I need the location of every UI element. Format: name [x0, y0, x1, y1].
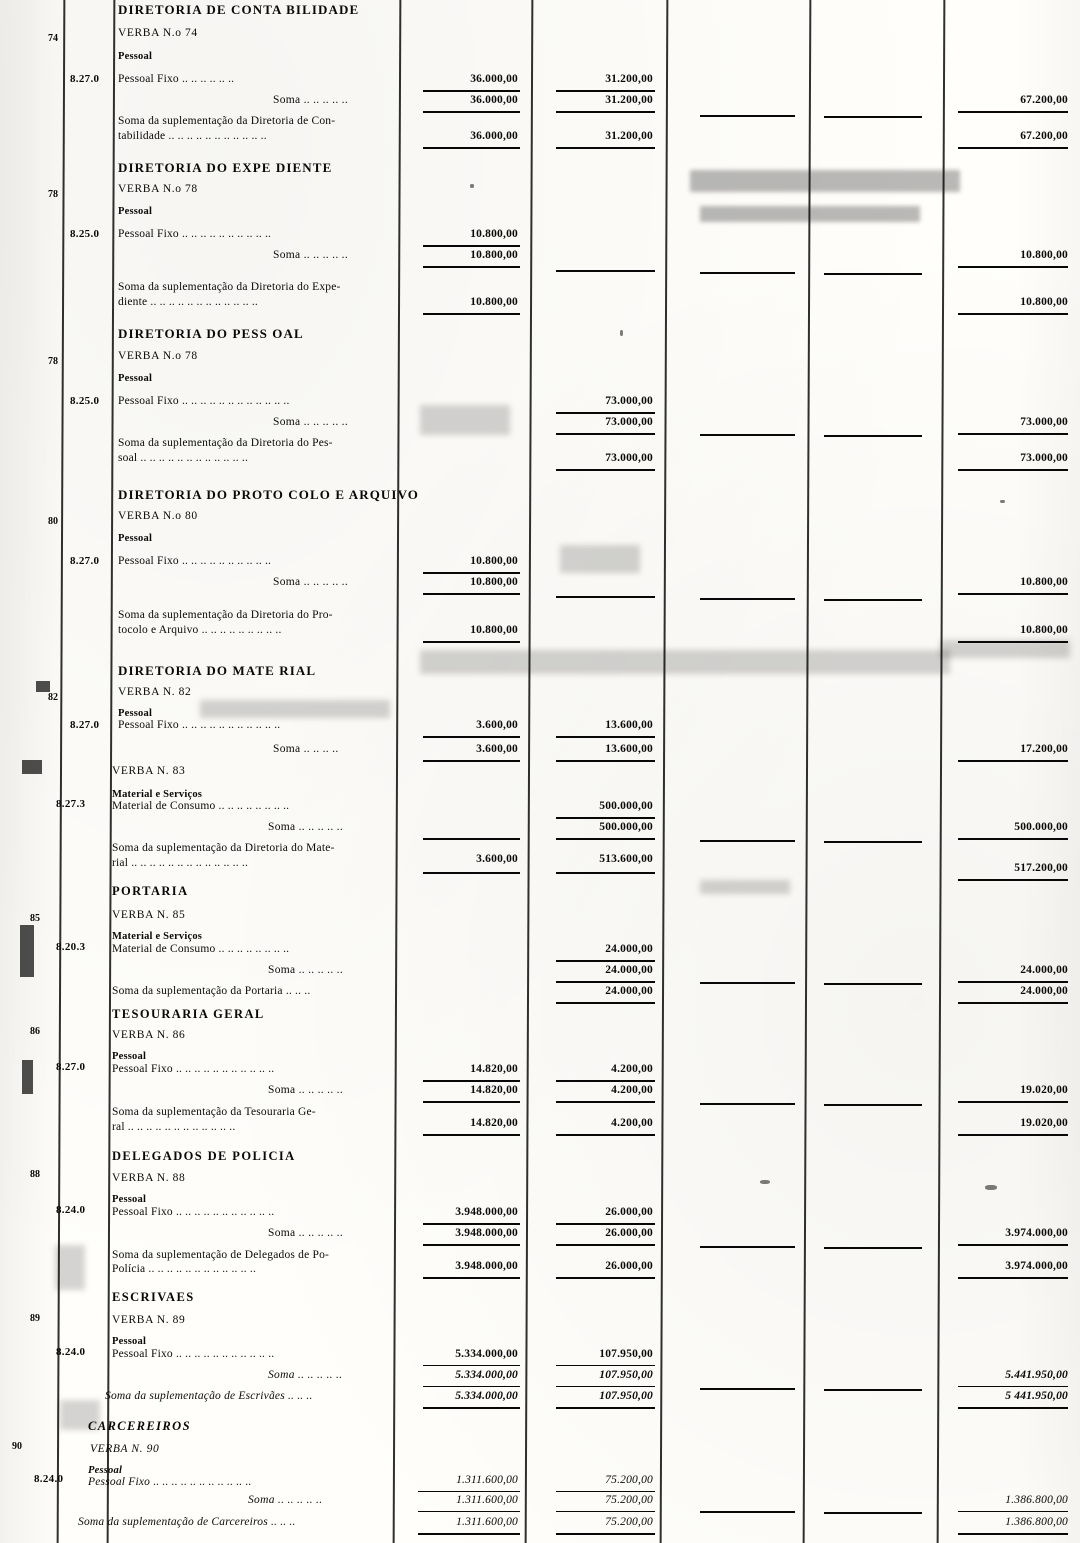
- rule-under-value: [556, 736, 655, 738]
- line-value-1: 3.948.000,00: [455, 1260, 518, 1272]
- scan-speck: [1000, 500, 1005, 503]
- line-value-2: 31.200,00: [605, 73, 653, 85]
- line-value-2: 75.200,00: [605, 1474, 653, 1486]
- line-label: Soma .. .. .. .. ..: [268, 821, 344, 833]
- line-value-2: 107.950,00: [599, 1369, 653, 1381]
- line-code: 8.27.0: [56, 1061, 86, 1073]
- rule-under-value: [700, 1103, 795, 1105]
- rule-under-value: [700, 115, 795, 117]
- rule-under-value: [700, 1246, 795, 1248]
- rule-under-value: [556, 469, 655, 471]
- line-value-2: 4.200,00: [611, 1063, 653, 1075]
- line-label: Pessoal Fixo .. .. .. .. .. .. .. .. .. .. ..: [118, 719, 281, 731]
- rule-under-value: [824, 841, 922, 843]
- rule-under-value: [824, 1104, 922, 1106]
- rule-under-value: [423, 90, 520, 92]
- rule-under-value: [423, 1244, 520, 1246]
- rule-under-value: [958, 433, 1068, 435]
- column-rule-value3: [803, 0, 812, 1543]
- line-total: 1.386.800,00: [1005, 1494, 1068, 1506]
- rule-under-value: [423, 1223, 520, 1225]
- scan-smudge: [55, 1245, 85, 1290]
- line-value-2: 75.200,00: [605, 1494, 653, 1506]
- rule-under-value: [958, 1386, 1068, 1387]
- column-rule-left-margin: [57, 0, 66, 1543]
- line-label: Pessoal Fixo .. .. .. .. .. .. .. .. .. .. ..: [112, 1348, 275, 1360]
- group-label: Pessoal: [112, 1194, 147, 1205]
- line-label-cont: soal .. .. .. .. .. .. .. .. .. .. .. ..: [118, 452, 249, 464]
- line-value-2: 26.000,00: [605, 1227, 653, 1239]
- rule-under-value: [958, 1101, 1068, 1103]
- line-label: Soma da suplementação de Carcereiros .. .. ..: [78, 1516, 296, 1528]
- line-label: Pessoal Fixo .. .. .. .. .. .. .. .. .. .. ..: [88, 1476, 252, 1488]
- line-value-2: 4.200,00: [611, 1117, 653, 1129]
- scan-smudge: [700, 880, 790, 894]
- line-value-1: 3.948.000,00: [455, 1227, 518, 1239]
- rule-under-value: [958, 147, 1068, 149]
- line-value-1: 14.820,00: [470, 1084, 518, 1096]
- rule-under-value: [556, 1511, 655, 1512]
- scan-smudge: [420, 405, 510, 435]
- line-total: 10.800,00: [1020, 296, 1068, 308]
- line-value-1: 3.600,00: [476, 719, 518, 731]
- line-label: Soma .. .. .. .. ..: [273, 94, 349, 106]
- section-title: DIRETORIA DO PESS OAL: [118, 326, 304, 341]
- group-label: Pessoal: [118, 206, 153, 217]
- line-code: 8.24.0: [56, 1346, 86, 1358]
- rule-under-value: [423, 1407, 520, 1409]
- line-value-1: 36.000,00: [470, 73, 518, 85]
- rule-under-value: [423, 266, 520, 268]
- rule-under-value: [423, 1134, 520, 1136]
- line-label: Soma .. .. .. .. ..: [273, 576, 349, 588]
- verba-label: VERBA N. 90: [90, 1443, 160, 1455]
- rule-under-value: [423, 111, 520, 113]
- line-code: 8.27.3: [56, 798, 86, 810]
- verba-label: VERBA N. 88: [112, 1172, 186, 1184]
- rule-under-value: [700, 1388, 795, 1390]
- section-title: CARCEREIROS: [88, 1419, 191, 1433]
- group-label: Pessoal: [118, 708, 153, 719]
- scan-speck: [985, 1185, 997, 1190]
- line-label: Pessoal Fixo .. .. .. .. .. .. .. .. .. ..: [118, 228, 272, 240]
- line-value-2: 24.000,00: [605, 964, 653, 976]
- group-label: Pessoal: [112, 1051, 147, 1062]
- line-total: 24.000,00: [1020, 985, 1068, 997]
- rule-under-value: [556, 1277, 655, 1279]
- rule-under-value: [556, 90, 655, 92]
- rule-under-value: [418, 1491, 520, 1492]
- verba-label: VERBA N.o 78: [118, 183, 198, 195]
- verba-label: VERBA N.o 74: [118, 27, 198, 39]
- rule-under-value: [418, 1511, 520, 1512]
- rule-under-value: [958, 469, 1068, 471]
- line-label: Soma da suplementação da Diretoria do Expe-: [118, 281, 341, 293]
- rule-under-value: [824, 1512, 922, 1514]
- line-value-2: 500.000,00: [599, 821, 653, 833]
- rule-under-value: [556, 838, 655, 840]
- rule-under-value: [423, 838, 520, 840]
- rule-under-value: [958, 593, 1068, 595]
- rule-under-value: [958, 1134, 1068, 1136]
- rule-under-value: [556, 596, 655, 598]
- line-label: Soma da suplementação da Diretoria do Mate-: [112, 842, 335, 854]
- rule-under-value: [556, 960, 655, 962]
- ink-blob: [22, 1060, 33, 1094]
- rule-under-value: [556, 1080, 655, 1082]
- rule-under-value: [824, 1247, 922, 1249]
- rule-under-value: [556, 1244, 655, 1246]
- line-value-1: 10.800,00: [470, 624, 518, 636]
- line-value-1: 36.000,00: [470, 130, 518, 142]
- rule-under-value: [958, 1002, 1068, 1004]
- line-label: Soma .. .. .. .. ..: [268, 964, 344, 976]
- line-total: 1.386.800,00: [1005, 1516, 1068, 1528]
- line-value-2: 107.950,00: [599, 1348, 653, 1360]
- margin-note: 78: [48, 356, 58, 367]
- line-code: 8.27.0: [70, 73, 100, 85]
- line-label: Soma .. .. .. .. ..: [268, 1084, 344, 1096]
- line-value-1: 10.800,00: [470, 576, 518, 588]
- line-value-2: 75.200,00: [605, 1516, 653, 1528]
- line-value-2: 26.000,00: [605, 1206, 653, 1218]
- group-label: Pessoal: [88, 1465, 123, 1476]
- verba-label: VERBA N. 82: [118, 686, 192, 698]
- rule-under-value: [958, 111, 1068, 113]
- line-value-2: 4.200,00: [611, 1084, 653, 1096]
- line-total: 73.000,00: [1020, 452, 1068, 464]
- scan-smudge: [560, 545, 640, 573]
- line-total: 10.800,00: [1020, 249, 1068, 261]
- scan-speck: [760, 1180, 770, 1184]
- line-value-2: 31.200,00: [605, 94, 653, 106]
- line-label: Soma da suplementação da Portaria .. .. ..: [112, 985, 311, 997]
- rule-under-value: [418, 1533, 520, 1535]
- scan-smudge: [420, 650, 950, 674]
- rule-under-value: [556, 1533, 655, 1535]
- line-code: 8.25.0: [70, 228, 100, 240]
- line-value-1: 14.820,00: [470, 1117, 518, 1129]
- verba-label-2: VERBA N. 83: [112, 765, 186, 777]
- scan-smudge: [940, 640, 1070, 658]
- line-label: Soma .. .. .. .. ..: [248, 1494, 323, 1506]
- line-total: 10.800,00: [1020, 576, 1068, 588]
- line-value-1: 5.334.000,00: [455, 1348, 518, 1360]
- line-label-cont: Polícia .. .. .. .. .. .. .. .. .. .. .. ..: [112, 1263, 257, 1275]
- margin-note: 80: [48, 516, 58, 527]
- margin-note: 89: [30, 1313, 40, 1324]
- line-value-1: 1.311.600,00: [456, 1474, 518, 1486]
- line-label: Soma da suplementação da Diretoria do Pro-: [118, 609, 333, 621]
- line-value-2: 13.600,00: [605, 743, 653, 755]
- rule-under-value: [423, 1365, 520, 1366]
- line-label: Soma da suplementação de Delegados de Po-: [112, 1249, 330, 1261]
- rule-under-value: [556, 111, 655, 113]
- rule-under-value: [958, 879, 1068, 881]
- rule-under-value: [958, 1533, 1068, 1535]
- rule-under-value: [423, 1080, 520, 1082]
- column-rule-value1: [525, 0, 534, 1543]
- rule-under-value: [423, 1277, 520, 1279]
- ink-blob: [22, 760, 42, 774]
- scan-smudge: [60, 1400, 100, 1430]
- ink-blob: [20, 925, 34, 977]
- rule-under-value: [556, 1223, 655, 1225]
- rule-under-value: [423, 641, 520, 643]
- group-label: Pessoal: [118, 373, 153, 384]
- line-code: 8.24.0: [34, 1473, 64, 1485]
- rule-under-value: [958, 1244, 1068, 1246]
- margin-note: 78: [48, 189, 58, 200]
- line-label: Pessoal Fixo .. .. .. .. .. .. .. .. .. ..: [118, 555, 272, 567]
- line-label: Pessoal Fixo .. .. .. .. .. .. .. .. .. .. .. ..: [118, 395, 290, 407]
- line-total: 19.020,00: [1020, 1117, 1068, 1129]
- rule-under-value: [958, 266, 1068, 268]
- rule-under-value: [423, 313, 520, 315]
- rule-under-value: [958, 760, 1068, 762]
- rule-under-value: [700, 840, 795, 842]
- rule-under-value: [423, 872, 520, 874]
- line-code: 8.25.0: [70, 395, 100, 407]
- line-code: 8.20.3: [56, 941, 86, 953]
- line-label: Soma da suplementação da Diretoria do Pes-: [118, 437, 333, 449]
- line-label-cont: ral .. .. .. .. .. .. .. .. .. .. .. ..: [112, 1121, 236, 1133]
- rule-under-value: [824, 273, 922, 275]
- section-title: DELEGADOS DE POLICIA: [112, 1149, 296, 1163]
- scan-smudge: [700, 206, 920, 222]
- rule-under-value: [556, 1365, 655, 1366]
- scan-smudge: [690, 170, 960, 192]
- margin-note: 88: [30, 1169, 40, 1180]
- line-value-2: 26.000,00: [605, 1260, 653, 1272]
- line-total: 67.200,00: [1020, 130, 1068, 142]
- rule-under-value: [958, 981, 1068, 983]
- line-total: 517.200,00: [1014, 862, 1068, 874]
- rule-under-value: [556, 1491, 655, 1492]
- line-value-2: 73.000,00: [605, 416, 653, 428]
- line-label-cont: diente .. .. .. .. .. .. .. .. .. .. .. ..: [118, 296, 258, 308]
- rule-under-value: [556, 147, 655, 149]
- rule-under-value: [556, 1134, 655, 1136]
- line-value-2: 513.600,00: [599, 853, 653, 865]
- line-total: 500.000,00: [1014, 821, 1068, 833]
- rule-under-value: [556, 1101, 655, 1103]
- line-total: 17.200,00: [1020, 743, 1068, 755]
- rule-under-value: [700, 434, 795, 436]
- line-label: Soma da suplementação da Tesouraria Ge-: [112, 1106, 316, 1118]
- verba-label: VERBA N. 89: [112, 1314, 186, 1326]
- line-value-1: 10.800,00: [470, 228, 518, 240]
- verba-label: VERBA N.o 78: [118, 350, 198, 362]
- line-label-cont: tabilidade .. .. .. .. .. .. .. .. .. .. ..: [118, 130, 267, 142]
- line-label: Soma da suplementação de Escrivães .. .. ..: [105, 1390, 313, 1402]
- verba-label: VERBA N.o 80: [118, 510, 198, 522]
- group-label: Material e Serviços: [112, 931, 203, 942]
- rule-under-value: [958, 1277, 1068, 1279]
- section-title: DIRETORIA DE CONTA BILIDADE: [118, 2, 360, 17]
- rule-under-value: [556, 1002, 655, 1004]
- rule-under-value: [958, 838, 1068, 840]
- line-label: Soma da suplementação da Diretoria de Con-: [118, 115, 336, 127]
- rule-under-value: [423, 1386, 520, 1387]
- group-label: Pessoal: [118, 51, 153, 62]
- line-total: 5.441.950,00: [1005, 1369, 1068, 1381]
- section-title: DIRETORIA DO MATE RIAL: [118, 663, 317, 678]
- line-total: 67.200,00: [1020, 94, 1068, 106]
- line-label: Material de Consumo .. .. .. .. .. .. .. ..: [112, 943, 290, 955]
- rule-under-value: [423, 760, 520, 762]
- line-total: 3.974.000,00: [1005, 1227, 1068, 1239]
- section-title: DIRETORIA DO EXPE DIENTE: [118, 160, 333, 175]
- margin-note: 86: [30, 1026, 40, 1037]
- rule-under-value: [700, 272, 795, 274]
- line-label: Pessoal Fixo .. .. .. .. .. ..: [118, 73, 235, 85]
- line-label: Material de Consumo .. .. .. .. .. .. .. ..: [112, 800, 290, 812]
- rule-under-value: [423, 593, 520, 595]
- ink-blob: [36, 681, 50, 692]
- line-value-1: 10.800,00: [470, 249, 518, 261]
- rule-under-value: [556, 981, 655, 983]
- line-value-1: 3.600,00: [476, 853, 518, 865]
- rule-under-value: [556, 872, 655, 874]
- section-title: DIRETORIA DO PROTO COLO E ARQUIVO: [118, 487, 420, 502]
- margin-note: 90: [12, 1441, 22, 1452]
- rule-under-value: [824, 599, 922, 601]
- line-value-1: 5.334.000,00: [455, 1390, 518, 1402]
- line-label: Soma .. .. .. .. ..: [273, 416, 349, 428]
- line-code: 8.27.0: [70, 555, 100, 567]
- column-rule-value2: [660, 0, 669, 1543]
- line-total: 3.974.000,00: [1005, 1260, 1068, 1272]
- rule-under-value: [556, 270, 655, 272]
- line-value-2: 107.950,00: [599, 1390, 653, 1402]
- line-value-2: 24.000,00: [605, 985, 653, 997]
- rule-under-value: [700, 1511, 795, 1513]
- rule-under-value: [423, 147, 520, 149]
- rule-under-value: [423, 245, 520, 247]
- line-code: 8.24.0: [56, 1204, 86, 1216]
- line-label: Soma .. .. .. .. ..: [273, 249, 349, 261]
- rule-under-value: [556, 433, 655, 435]
- rule-under-value: [700, 982, 795, 984]
- rule-under-value: [423, 1101, 520, 1103]
- line-value-2: 73.000,00: [605, 452, 653, 464]
- rule-under-value: [556, 760, 655, 762]
- rule-under-value: [700, 598, 795, 600]
- line-value-1: 36.000,00: [470, 94, 518, 106]
- line-total: 19.020,00: [1020, 1084, 1068, 1096]
- line-label: Soma .. .. .. .. ..: [268, 1369, 343, 1381]
- rule-under-value: [958, 1407, 1068, 1409]
- rule-under-value: [556, 817, 655, 819]
- group-label: Pessoal: [112, 1336, 147, 1347]
- line-total: 73.000,00: [1020, 416, 1068, 428]
- scan-smudge: [200, 700, 390, 718]
- scan-speck: [470, 184, 474, 188]
- line-value-2: 500.000,00: [599, 800, 653, 812]
- line-label: Soma .. .. .. ..: [273, 743, 339, 755]
- rule-under-value: [423, 572, 520, 574]
- rule-under-value: [824, 116, 922, 118]
- column-rule-value4: [937, 0, 946, 1543]
- rule-under-value: [958, 313, 1068, 315]
- line-value-1: 1.311.600,00: [456, 1494, 518, 1506]
- rule-under-value: [556, 1407, 655, 1409]
- rule-under-value: [824, 435, 922, 437]
- line-total: 10.800,00: [1020, 624, 1068, 636]
- line-value-1: 10.800,00: [470, 555, 518, 567]
- line-value-2: 24.000,00: [605, 943, 653, 955]
- rule-under-value: [824, 983, 922, 985]
- scan-speck: [620, 330, 623, 336]
- margin-note: 74: [48, 33, 58, 44]
- line-total: 24.000,00: [1020, 964, 1068, 976]
- section-title: ESCRIVAES: [112, 1290, 195, 1304]
- line-value-2: 31.200,00: [605, 130, 653, 142]
- line-label-cont: tocolo e Arquivo .. .. .. .. .. .. .. .. ..: [118, 624, 282, 636]
- line-label: Pessoal Fixo .. .. .. .. .. .. .. .. .. .. ..: [112, 1206, 275, 1218]
- line-value-1: 3.600,00: [476, 743, 518, 755]
- margin-note: 85: [30, 913, 40, 924]
- rule-under-value: [556, 1386, 655, 1387]
- rule-under-value: [423, 736, 520, 738]
- line-label: Pessoal Fixo .. .. .. .. .. .. .. .. .. .. ..: [112, 1063, 275, 1075]
- line-value-1: 14.820,00: [470, 1063, 518, 1075]
- rule-under-value: [824, 1389, 922, 1391]
- margin-note: 82: [48, 692, 58, 703]
- rule-under-value: [556, 412, 655, 414]
- line-value-1: 5.334.000,00: [455, 1369, 518, 1381]
- line-code: 8.27.0: [70, 719, 100, 731]
- verba-label: VERBA N. 85: [112, 909, 186, 921]
- line-label-cont: rial .. .. .. .. .. .. .. .. .. .. .. .. ..: [112, 857, 249, 869]
- line-label: Soma .. .. .. .. ..: [268, 1227, 344, 1239]
- line-value-2: 13.600,00: [605, 719, 653, 731]
- line-value-1: 1.311.600,00: [456, 1516, 518, 1528]
- line-value-2: 73.000,00: [605, 395, 653, 407]
- section-title: PORTARIA: [112, 884, 189, 898]
- group-label: Pessoal: [118, 533, 153, 544]
- section-title: TESOURARIA GERAL: [112, 1007, 265, 1021]
- line-value-1: 10.800,00: [470, 296, 518, 308]
- rule-under-value: [958, 1511, 1068, 1512]
- verba-label: VERBA N. 86: [112, 1029, 186, 1041]
- line-value-1: 3.948.000,00: [455, 1206, 518, 1218]
- line-total: 5 441.950,00: [1005, 1390, 1068, 1402]
- group-label-2: Material e Serviços: [112, 789, 203, 800]
